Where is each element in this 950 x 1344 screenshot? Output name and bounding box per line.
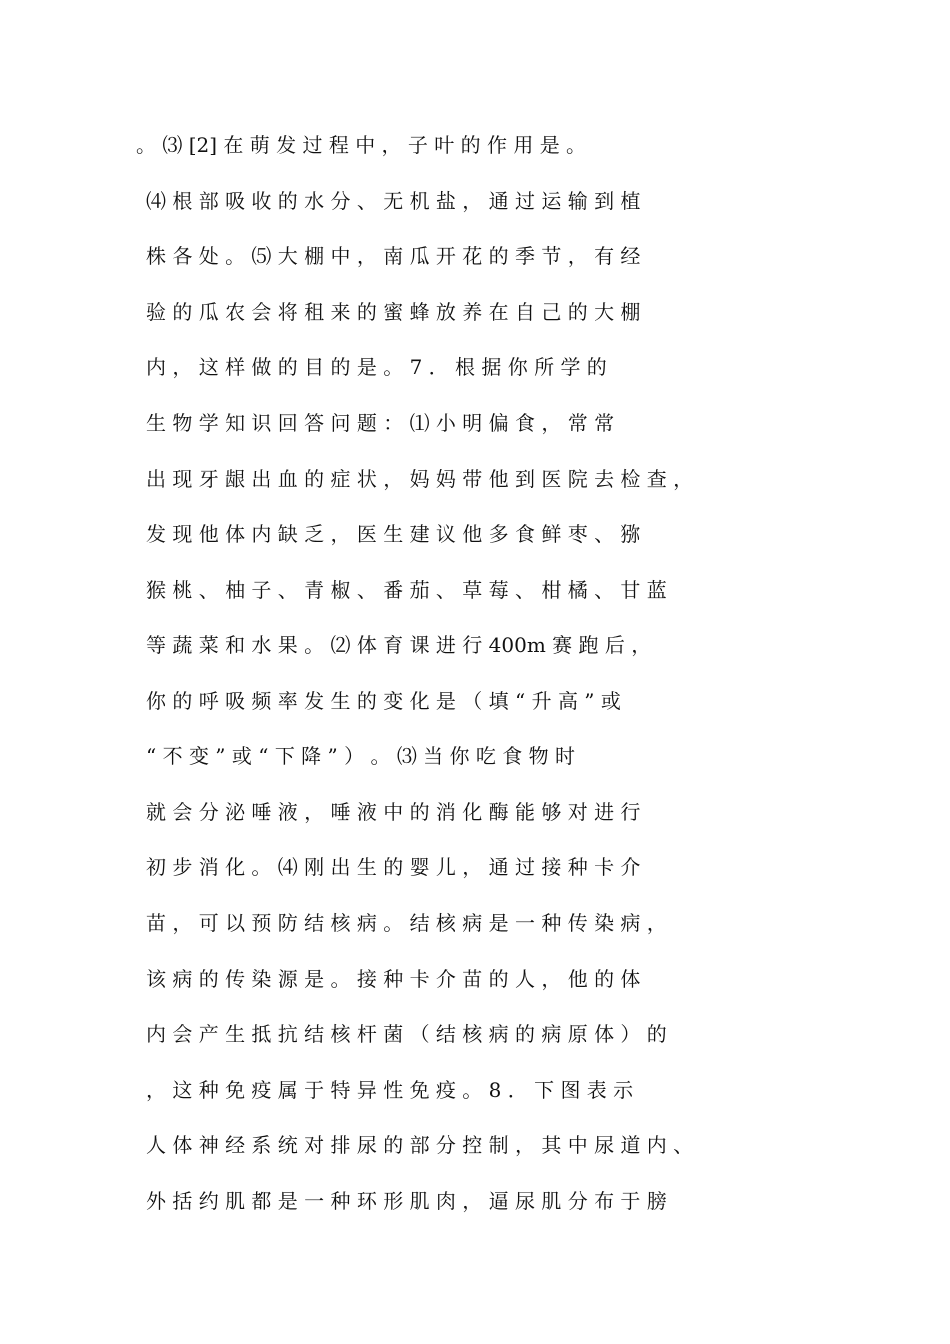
text-segment: 就 会 分 泌 唾 液 ， 唾 液 中 的 消 化 酶 能 够 对 进 行 (146, 800, 641, 824)
text-segment: 。 ⑶ [2] 在 萌 发 过 程 中 ， 子 叶 的 作 用 是 。 (136, 133, 587, 157)
text-segment: ， 这 种 免 疫 属 于 特 异 性 免 疫 。 8 ． 下 图 表 示 (146, 1078, 634, 1102)
text-line-15 (0, 908, 950, 938)
text-line-7 (0, 464, 950, 494)
text-segment: 该 病 的 传 染 源 是 。 接 种 卡 介 苗 的 人 ， 他 的 体 (146, 967, 641, 991)
text-segment: 内 会 产 生 抵 抗 结 核 杆 菌 （ 结 核 病 的 病 原 体 ） 的 (146, 1022, 667, 1046)
text-segment: “ 不 变 ” 或 “ 下 降 ” ） 。 ⑶ 当 你 吃 食 物 时 (146, 744, 575, 768)
text-line-16 (0, 964, 950, 994)
text-line-1 (0, 130, 950, 160)
text-line-14 (0, 852, 950, 882)
text-line-11 (0, 686, 950, 716)
text-line-3 (0, 241, 950, 271)
text-segment: 生 物 学 知 识 回 答 问 题 ： ⑴ 小 明 偏 食 ， 常 常 (146, 411, 615, 435)
text-line-10 (0, 630, 950, 660)
text-segment: 外 括 约 肌 都 是 一 种 环 形 肌 肉 ， 逼 尿 肌 分 布 于 膀 (146, 1189, 667, 1213)
text-line-5 (0, 352, 950, 382)
text-line-2 (0, 186, 950, 216)
text-segment: 等 蔬 菜 和 水 果 。 ⑵ 体 育 课 进 行 400m 赛 跑 后 ， (146, 633, 652, 657)
text-line-6 (0, 408, 950, 438)
text-line-13 (0, 797, 950, 827)
text-line-20 (0, 1186, 950, 1216)
text-segment: 出 现 牙 龈 出 血 的 症 状 ， 妈 妈 带 他 到 医 院 去 检 查 ， (146, 467, 694, 491)
text-line-9 (0, 575, 950, 605)
text-line-8 (0, 519, 950, 549)
text-segment: 苗 ， 可 以 预 防 结 核 病 。 结 核 病 是 一 种 传 染 病 ， (146, 911, 667, 935)
text-line-18 (0, 1075, 950, 1105)
text-segment: 你 的 呼 吸 频 率 发 生 的 变 化 是 （ 填 “ 升 高 ” 或 (146, 689, 621, 713)
text-segment: 初 步 消 化 。 ⑷ 刚 出 生 的 婴 儿 ， 通 过 接 种 卡 介 (146, 855, 641, 879)
text-line-4 (0, 297, 950, 327)
text-segment: 株 各 处 。 ⑸ 大 棚 中 ， 南 瓜 开 花 的 季 节 ， 有 经 (146, 244, 641, 268)
text-segment: 人 体 神 经 系 统 对 排 尿 的 部 分 控 制 ， 其 中 尿 道 内 、 (146, 1133, 694, 1157)
text-segment: 验 的 瓜 农 会 将 租 来 的 蜜 蜂 放 养 在 自 己 的 大 棚 (146, 300, 641, 324)
text-line-17 (0, 1019, 950, 1049)
text-segment: 猴 桃 、 柚 子 、 青 椒 、 番 茄 、 草 莓 、 柑 橘 、 甘 蓝 (146, 578, 667, 602)
text-line-12 (0, 741, 950, 771)
text-segment: ⑷ 根 部 吸 收 的 水 分 、 无 机 盐 ， 通 过 运 输 到 植 (146, 189, 641, 213)
text-segment: 内 ， 这 样 做 的 目 的 是 。 7 ． 根 据 你 所 学 的 (146, 355, 607, 379)
text-segment: 发 现 他 体 内 缺 乏 ， 医 生 建 议 他 多 食 鲜 枣 、 猕 (146, 522, 641, 546)
text-line-19 (0, 1130, 950, 1160)
